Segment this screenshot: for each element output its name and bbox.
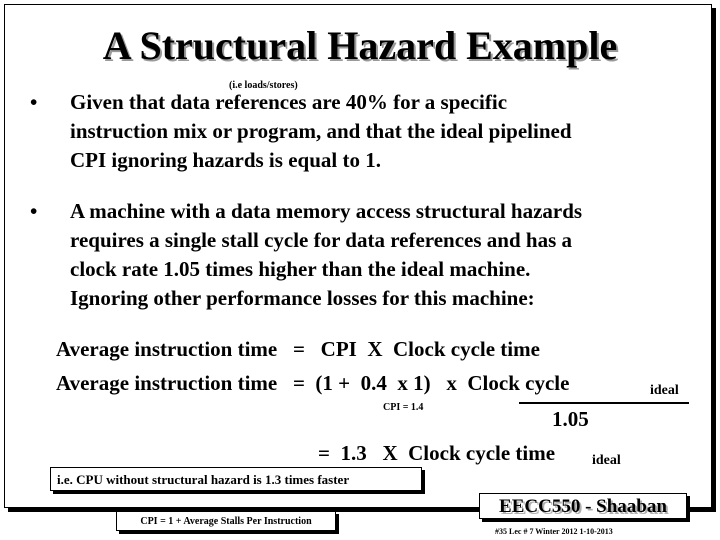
lecture-reference: #35 Lec # 7 Winter 2012 1-10-2013 <box>495 527 613 536</box>
bullet-2-line-2: requires a single stall cycle for data references and has a <box>70 228 573 252</box>
bullet-1-line-2: instruction mix or program, and that the ideal pipelined <box>70 119 572 143</box>
bullet-1-line-1: Given that data references are 40% for a specific <box>70 90 508 114</box>
bullet-2-line-3: clock rate 1.05 times higher than the ideal machine. <box>70 257 531 281</box>
bullet-2-line-4: Ignoring other performance losses for this machine: <box>70 286 535 310</box>
slide-frame <box>4 4 712 508</box>
bullet-1-marker: • <box>30 90 38 114</box>
equation-line-3-subscript: ideal <box>592 453 621 468</box>
equation-denominator: 1.05 <box>552 407 589 431</box>
cpi-formula-box: CPI = 1 + Average Stalls Per Instruction <box>116 511 336 531</box>
equation-line-2: Average instruction time = (1 + 0.4 x 1) x Clock cycle <box>56 371 570 395</box>
bullet-2-marker: • <box>30 199 38 223</box>
bullet-2-line-1: A machine with a data memory access structural hazards <box>70 199 583 223</box>
course-badge: EECC550 - Shaaban <box>479 493 687 519</box>
cpi-note: CPI = 1.4 <box>383 402 424 413</box>
equation-line-1: Average instruction time = CPI X Clock cycle time <box>56 337 540 361</box>
equation-line-3: = 1.3 X Clock cycle time <box>318 441 556 465</box>
speedup-note-box: i.e. CPU without structural hazard is 1.3 times faster <box>50 467 422 491</box>
loads-stores-note: (i.e loads/stores) <box>229 80 298 91</box>
equation-line-2-subscript: ideal <box>650 383 679 398</box>
bullet-1-line-3: CPI ignoring hazards is equal to 1. <box>70 148 381 172</box>
slide-title: A Structural Hazard Example <box>102 23 618 68</box>
fraction-bar <box>519 402 689 404</box>
